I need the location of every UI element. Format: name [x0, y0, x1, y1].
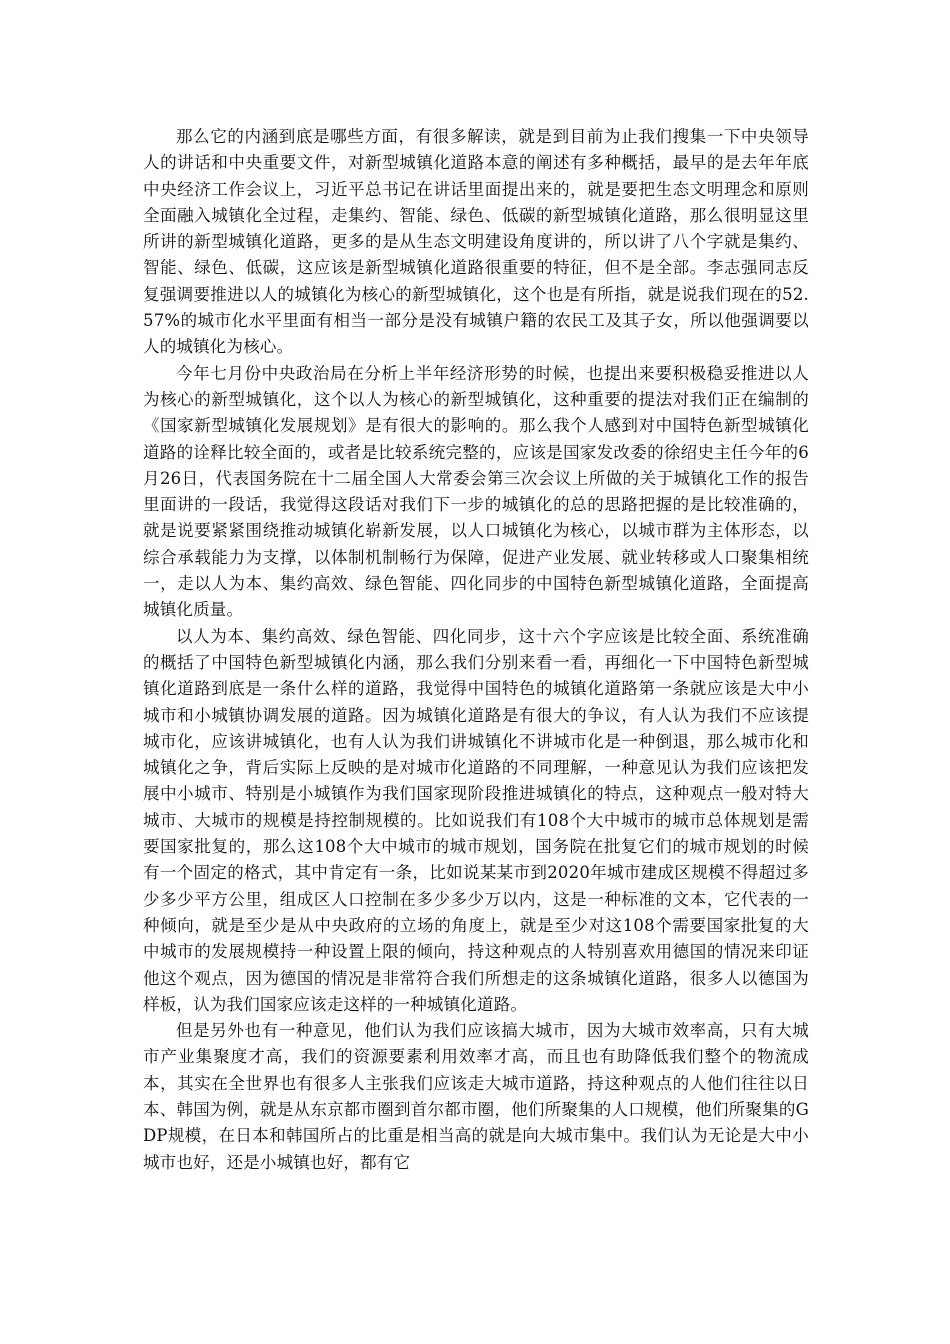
- paragraph-1: 那么它的内涵到底是哪些方面，有很多解读，就是到目前为止我们搜集一下中央领导人的讲话和中央重要文件，对新型城镇化道路本意的阐述有多种概括，最早的是去年年底中央经济工作会议上，习近平总书记在讲话里面提出来的，就是要把生态文明理念和原则全面融入城镇化全过程，走集约、智能、绿色、低碳的新型城镇化道路，那么很明显这里所讲的新型城镇化道路，更多的是从生态文明建设角度讲的，所以讲了八个字就是集约、智能、绿色、低碳，这应该是新型城镇化道路很重要的特征，但不是全部。李志强同志反复强调要推进以人的城镇化为核心的新型城镇化，这个也是有所指，就是说我们现在的52.57%的城市化水平里面有相当一部分是没有城镇户籍的农民工及其子女，所以他强调要以人的城镇化为核心。: [143, 127, 809, 357]
- document-body: [143, 124, 809, 1176]
- paragraph-2: 今年七月份中央政治局在分析上半年经济形势的时候，也提出来要积极稳妥推进以人为核心的新型城镇化，这个以人为核心的新型城镇化，这种重要的提法对我们正在编制的《国家新型城镇化发展规划》是有很大的影响的。那么我个人感到对中国特色新型城镇化道路的诠释比较全面的，或者是比较系统完整的，应该是国家发改委的徐绍史主任今年的6月26日，代表国务院在十二届全国人大常委会第三次会议上所做的关于城镇化工作的报告里面讲的一段话，我觉得这段话对我们下一步的城镇化的总的思路把握的是比较准确的，就是说要紧紧围绕推动城镇化崭新发展，以人口城镇化为核心，以城市群为主体形态，以综合承载能力为支撑，以体制机制畅行为保障，促进产业发展、就业转移或人口聚集相统一，走以人为本、集约高效、绿色智能、四化同步的中国特色新型城镇化道路，全面提高城镇化质量。: [143, 363, 809, 620]
- paragraph-3: 以人为本、集约高效、绿色智能、四化同步，这十六个字应该是比较全面、系统准确的概括了中国特色新型城镇化内涵，那么我们分别来看一看，再细化一下中国特色新型城镇化道路到底是一条什么样的道路，我觉得中国特色的城镇化道路第一条就应该是大中小城市和小城镇协调发展的道路。因为城镇化道路是有很大的争议，有人认为我们不应该提城市化，应该讲城镇化，也有人认为我们讲城镇化不讲城市化是一种倒退，那么城市化和城镇化之争，背后实际上反映的是对城市化道路的不同理解，一种意见认为我们应该把发展中小城市、特别是小城镇作为我们国家现阶段推进城镇化的特点，这种观点一般对特大城市、大城市的规模是持控制规模的。比如说我们有108个大中城市的城市总体规划是需要国家批复的，那么这108个大中城市的城市规划，国务院在批复它们的城市规划的时候有一个固定的格式，其中肯定有一条，比如说某某市到2020年城市建成区规模不得超过多少多少平方公里，组成区人口控制在多少多少万以内，这是一种标准的文本，它代表的一种倾向，就是至少是从中央政府的立场的角度上，就是至少对这108个需要国家批复的大中城市的发展规模持一种设置上限的倾向，持这种观点的人特别喜欢用德国的情况来印证他这个观点，因为德国的情况是非常符合我们所想走的这条城镇化道路，很多人以德国为样板，认为我们国家应该走这样的一种城镇化道路。: [143, 626, 809, 1014]
- paragraph-4: 但是另外也有一种意见，他们认为我们应该搞大城市，因为大城市效率高，只有大城市产业集聚度才高，我们的资源要素利用效率才高，而且也有助降低我们整个的物流成本，其实在全世界也有很多人主张我们应该走大城市道路，持这种观点的人他们往往以日本、韩国为例，就是从东京都市圈到首尔都市圈，他们所聚集的人口规模，他们所聚集的GDP规模，在日本和韩国所占的比重是相当高的就是向大城市集中。我们认为无论是大中小城市也好，还是小城镇也好，都有它: [143, 1021, 809, 1172]
